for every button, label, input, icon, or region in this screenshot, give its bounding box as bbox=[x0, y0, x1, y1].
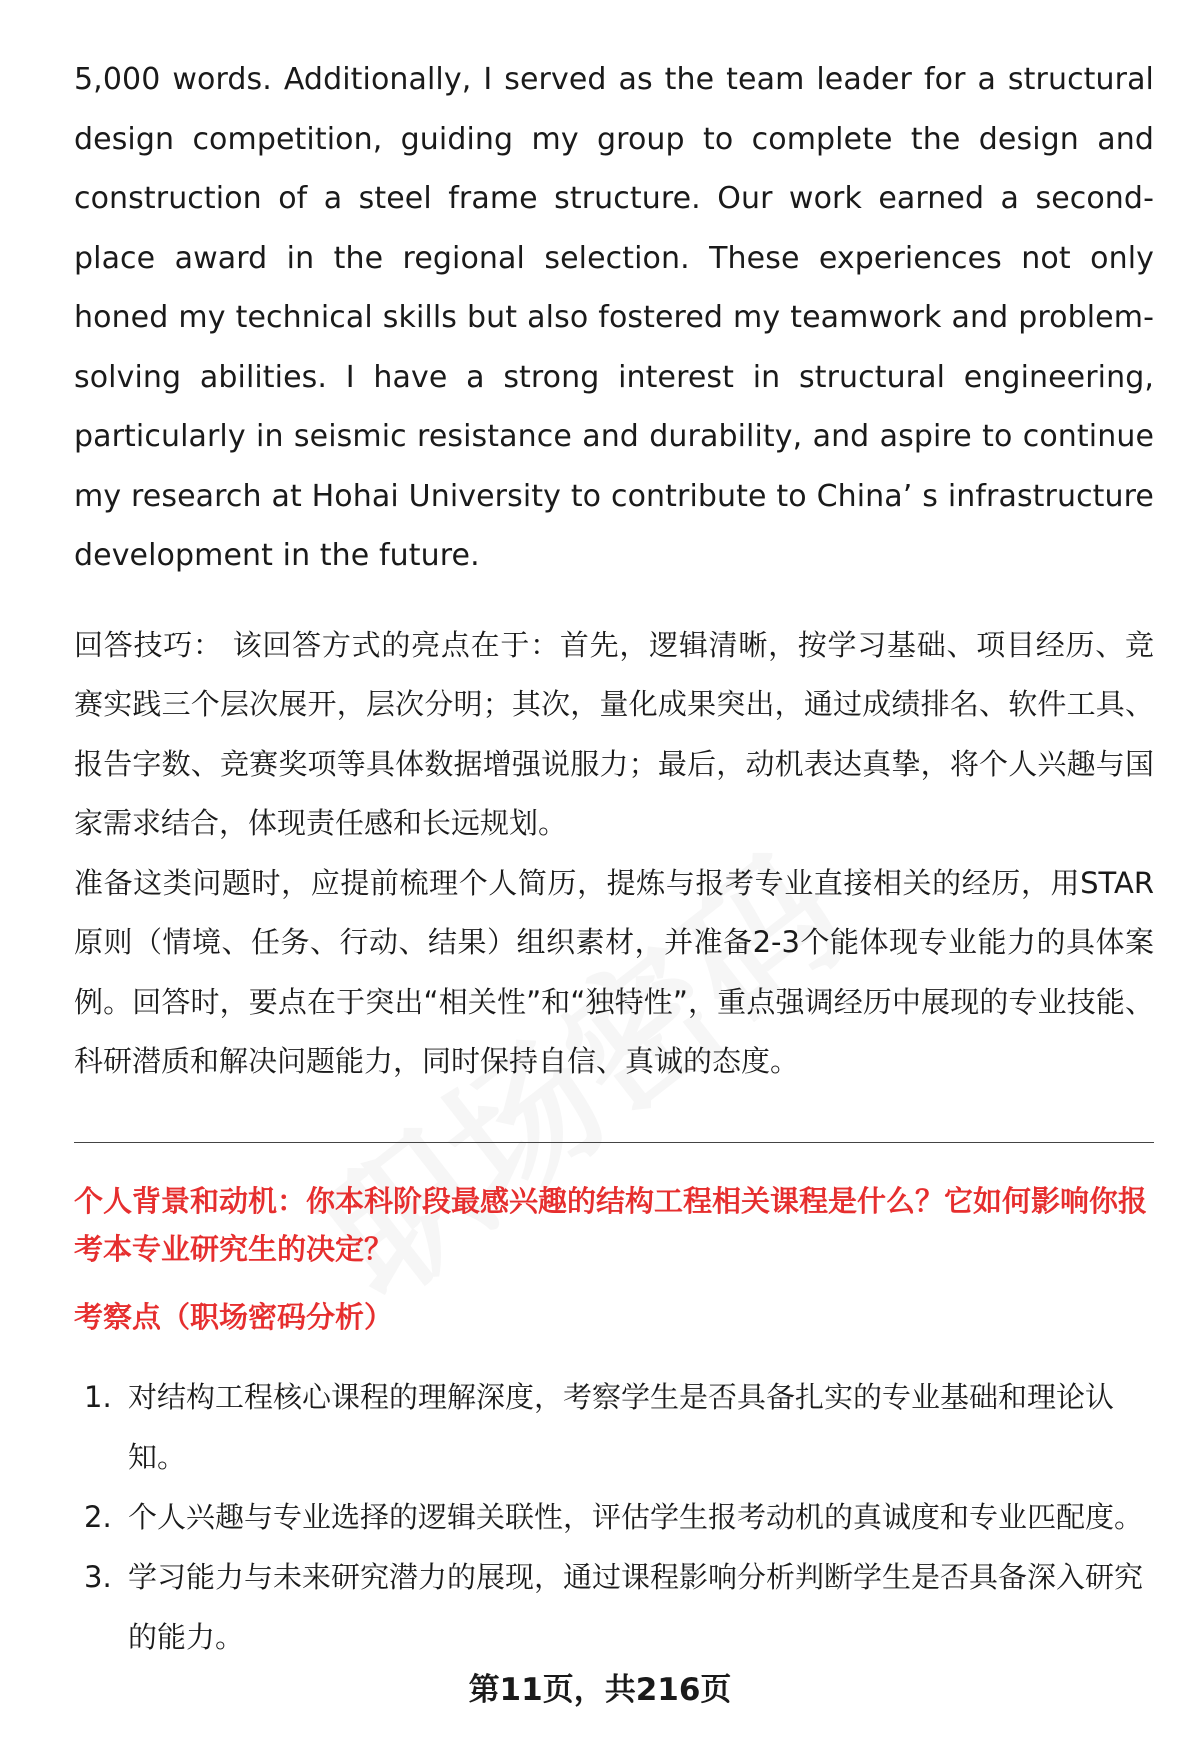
section-divider bbox=[74, 1142, 1154, 1143]
answer-tips-paragraph: 回答技巧： 该回答方式的亮点在于：首先，逻辑清晰，按学习基础、项目经历、竞赛实践三个层次展开，层次分明；其次，量化成果突出，通过成绩排名、软件工具、报告字数、竞赛奖项等具体数据增强说服力；最后，动机表达真挚，将个人兴趣与国家需求结合，体现责任感和长远规划。 bbox=[74, 627, 1154, 840]
list-item-text: 个人兴趣与专业选择的逻辑关联性，评估学生报考动机的真诚度和专业匹配度。 bbox=[128, 1499, 1144, 1534]
list-item bbox=[74, 1547, 1154, 1667]
list-item-number: 1. bbox=[84, 1379, 112, 1414]
list-item-number: 3. bbox=[84, 1559, 112, 1594]
list-item bbox=[74, 1367, 1154, 1487]
list-item-text: 对结构工程核心课程的理解深度，考察学生是否具备扎实的专业基础和理论认知。 bbox=[128, 1379, 1115, 1474]
list-item bbox=[74, 1487, 1154, 1547]
assessment-points-heading: 考察点（职场密码分析） bbox=[74, 1299, 394, 1334]
list-item-text: 学习能力与未来研究潜力的展现，通过课程影响分析判断学生是否具备深入研究的能力。 bbox=[128, 1559, 1144, 1654]
question-title: 个人背景和动机：你本科阶段最感兴趣的结构工程相关课程是什么？它如何影响你报考本专业研究生的决定？ bbox=[74, 1183, 1148, 1266]
list-item-number: 2. bbox=[84, 1499, 112, 1534]
preparation-tips-paragraph: 准备这类问题时，应提前梳理个人简历，提炼与报考专业直接相关的经历，用STAR原则（情境、任务、行动、结果）组织素材，并准备2-3个能体现专业能力的具体案例。回答时，要点在于突出“相关性”和“独特性”，重点强调经历中展现的专业技能、科研潜质和解决问题能力，同时保持自信、真诚的态度。 bbox=[74, 865, 1154, 1078]
document-page bbox=[74, 50, 1154, 1667]
spacer bbox=[74, 586, 1154, 616]
answer-continuation-paragraph: 5,000 words. Additionally, I served as the team leader for a structural design competition, guiding my group to complete the design and construction of a steel frame structure. Our work earned a second-place award in the regional selection. These experiences not only honed my technical skills but also fostered my teamwork and problem-solving abilities. I have a strong interest in structural engineering, particularly in seismic resistance and durability, and aspire to continue my research at Hohai University to contribute to China’ s infrastructure development in the future. bbox=[74, 62, 1154, 573]
assessment-points-list bbox=[74, 1367, 1154, 1667]
page-number-footer: 第11页，共216页 bbox=[468, 1672, 732, 1708]
